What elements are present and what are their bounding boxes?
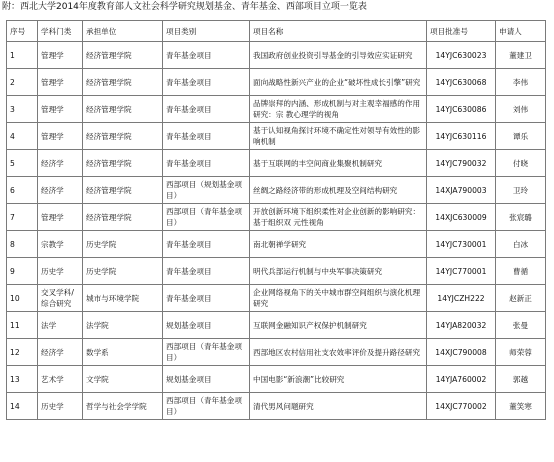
header-cell-discipline: 学科门类 [38, 21, 83, 42]
cell-category: 青年基金项目 [163, 42, 250, 69]
cell-applicant: 师荣蓉 [496, 339, 546, 366]
cell-category: 西部项目（规划基金项目） [163, 177, 250, 204]
cell-index: 3 [7, 96, 38, 123]
cell-unit: 数学系 [83, 339, 163, 366]
cell-discipline: 管理学 [38, 69, 83, 96]
cell-discipline: 经济学 [38, 150, 83, 177]
cell-applicant: 李伟 [496, 69, 546, 96]
cell-category: 青年基金项目 [163, 69, 250, 96]
cell-applicant: 张宸璐 [496, 204, 546, 231]
cell-unit: 文学院 [83, 366, 163, 393]
header-cell-applicant: 申请人 [496, 21, 546, 42]
cell-project-name: 我国政府创业投资引导基金的引导效应实证研究 [250, 42, 427, 69]
document-caption: 附：西北大学2014年度教育部人文社会科学研究规划基金、青年基金、西部项目立项一览表 [2, 2, 367, 12]
table-row [7, 204, 546, 231]
cell-approval-number: 14XJA790003 [427, 177, 496, 204]
table-row [7, 393, 546, 420]
cell-unit: 城市与环境学院 [83, 285, 163, 312]
cell-category: 西部项目（青年基金项目） [163, 339, 250, 366]
table-header-row [7, 21, 546, 42]
cell-project-name: 明代兵部运行机制与中央军事决策研究 [250, 258, 427, 285]
cell-unit: 法学院 [83, 312, 163, 339]
cell-discipline: 管理学 [38, 123, 83, 150]
cell-index: 4 [7, 123, 38, 150]
table-row [7, 69, 546, 96]
cell-approval-number: 14YJA820032 [427, 312, 496, 339]
cell-index: 10 [7, 285, 38, 312]
cell-index: 5 [7, 150, 38, 177]
cell-project-name: 南北朝禅学研究 [250, 231, 427, 258]
table-row [7, 339, 546, 366]
cell-category: 规划基金项目 [163, 366, 250, 393]
cell-discipline: 艺术学 [38, 366, 83, 393]
cell-index: 6 [7, 177, 38, 204]
table-row [7, 366, 546, 393]
cell-project-name: 品牌崇拜的内涵、形成机制与对主观幸福感的作用研究：宗 教心理学的视角 [250, 96, 427, 123]
table-row [7, 150, 546, 177]
cell-applicant: 张曼 [496, 312, 546, 339]
cell-approval-number: 14YJC630068 [427, 69, 496, 96]
header-cell-index: 序号 [7, 21, 38, 42]
cell-category: 青年基金项目 [163, 285, 250, 312]
cell-index: 8 [7, 231, 38, 258]
cell-index: 9 [7, 258, 38, 285]
cell-category: 西部项目（青年基金项目） [163, 393, 250, 420]
cell-unit: 经济管理学院 [83, 96, 163, 123]
cell-index: 13 [7, 366, 38, 393]
cell-index: 14 [7, 393, 38, 420]
cell-index: 2 [7, 69, 38, 96]
cell-discipline: 法学 [38, 312, 83, 339]
table-row [7, 312, 546, 339]
cell-discipline: 管理学 [38, 204, 83, 231]
cell-approval-number: 14YJA760002 [427, 366, 496, 393]
cell-discipline: 管理学 [38, 42, 83, 69]
cell-approval-number: 14YJC630023 [427, 42, 496, 69]
cell-project-name: 面向战略性新兴产业的企业“破坏性成长引擎”研究 [250, 69, 427, 96]
cell-approval-number: 14YJC770001 [427, 258, 496, 285]
cell-category: 西部项目（青年基金项目） [163, 204, 250, 231]
cell-unit: 经济管理学院 [83, 42, 163, 69]
cell-discipline: 经济学 [38, 339, 83, 366]
table-row [7, 177, 546, 204]
cell-approval-number: 14YJC730001 [427, 231, 496, 258]
cell-category: 青年基金项目 [163, 231, 250, 258]
cell-applicant: 卫玲 [496, 177, 546, 204]
cell-unit: 历史学院 [83, 258, 163, 285]
cell-discipline: 历史学 [38, 393, 83, 420]
header-cell-project-name: 项目名称 [250, 21, 427, 42]
cell-approval-number: 14YJCZH222 [427, 285, 496, 312]
cell-discipline: 交叉学科/综合研究 [38, 285, 83, 312]
cell-approval-number: 14XJC790008 [427, 339, 496, 366]
cell-category: 青年基金项目 [163, 96, 250, 123]
cell-applicant: 白冰 [496, 231, 546, 258]
table-row [7, 285, 546, 312]
cell-project-name: 基于认知视角探讨环境不确定性对领导有效性的影响机制 [250, 123, 427, 150]
cell-discipline: 历史学 [38, 258, 83, 285]
cell-applicant: 刘伟 [496, 96, 546, 123]
cell-category: 青年基金项目 [163, 123, 250, 150]
table-row [7, 42, 546, 69]
cell-category: 规划基金项目 [163, 312, 250, 339]
cell-applicant: 董建卫 [496, 42, 546, 69]
cell-unit: 哲学与社会学学院 [83, 393, 163, 420]
cell-index: 12 [7, 339, 38, 366]
table-row [7, 96, 546, 123]
cell-applicant: 郭越 [496, 366, 546, 393]
cell-project-name: 开放创新环境下组织柔性对企业创新的影响研究：基于组织双 元性视角 [250, 204, 427, 231]
cell-index: 7 [7, 204, 38, 231]
project-table [6, 20, 546, 420]
cell-discipline: 经济学 [38, 177, 83, 204]
table-row [7, 258, 546, 285]
cell-project-name: 西部地区农村信用社支农效率评价及提升路径研究 [250, 339, 427, 366]
cell-approval-number: 14XJC630009 [427, 204, 496, 231]
cell-project-name: 企业网络视角下的关中城市群空间组织与演化机理研究 [250, 285, 427, 312]
cell-project-name: 中国电影“新浪潮”比较研究 [250, 366, 427, 393]
cell-approval-number: 14YJC790032 [427, 150, 496, 177]
cell-approval-number: 14YJC630086 [427, 96, 496, 123]
table-row [7, 231, 546, 258]
cell-applicant: 董笑寒 [496, 393, 546, 420]
cell-approval-number: 14YJC630116 [427, 123, 496, 150]
table-row [7, 123, 546, 150]
cell-unit: 经济管理学院 [83, 177, 163, 204]
cell-category: 青年基金项目 [163, 258, 250, 285]
cell-unit: 历史学院 [83, 231, 163, 258]
cell-applicant: 赵新正 [496, 285, 546, 312]
cell-applicant: 付晓 [496, 150, 546, 177]
cell-project-name: 清代男风问题研究 [250, 393, 427, 420]
cell-project-name: 互联网金融知识产权保护机制研究 [250, 312, 427, 339]
header-cell-approval-number: 项目批准号 [427, 21, 496, 42]
cell-index: 11 [7, 312, 38, 339]
cell-project-name: 基于互联网的丰空间商业集聚机制研究 [250, 150, 427, 177]
cell-applicant: 曹循 [496, 258, 546, 285]
cell-approval-number: 14XJC770002 [427, 393, 496, 420]
cell-unit: 经济管理学院 [83, 150, 163, 177]
cell-unit: 经济管理学院 [83, 123, 163, 150]
header-cell-category: 项目类别 [163, 21, 250, 42]
cell-category: 青年基金项目 [163, 150, 250, 177]
cell-applicant: 谭乐 [496, 123, 546, 150]
cell-unit: 经济管理学院 [83, 204, 163, 231]
cell-index: 1 [7, 42, 38, 69]
cell-project-name: 丝绸之路经济带的形成机理及空间结构研究 [250, 177, 427, 204]
cell-discipline: 宗教学 [38, 231, 83, 258]
cell-unit: 经济管理学院 [83, 69, 163, 96]
header-cell-unit: 承担单位 [83, 21, 163, 42]
cell-discipline: 管理学 [38, 96, 83, 123]
